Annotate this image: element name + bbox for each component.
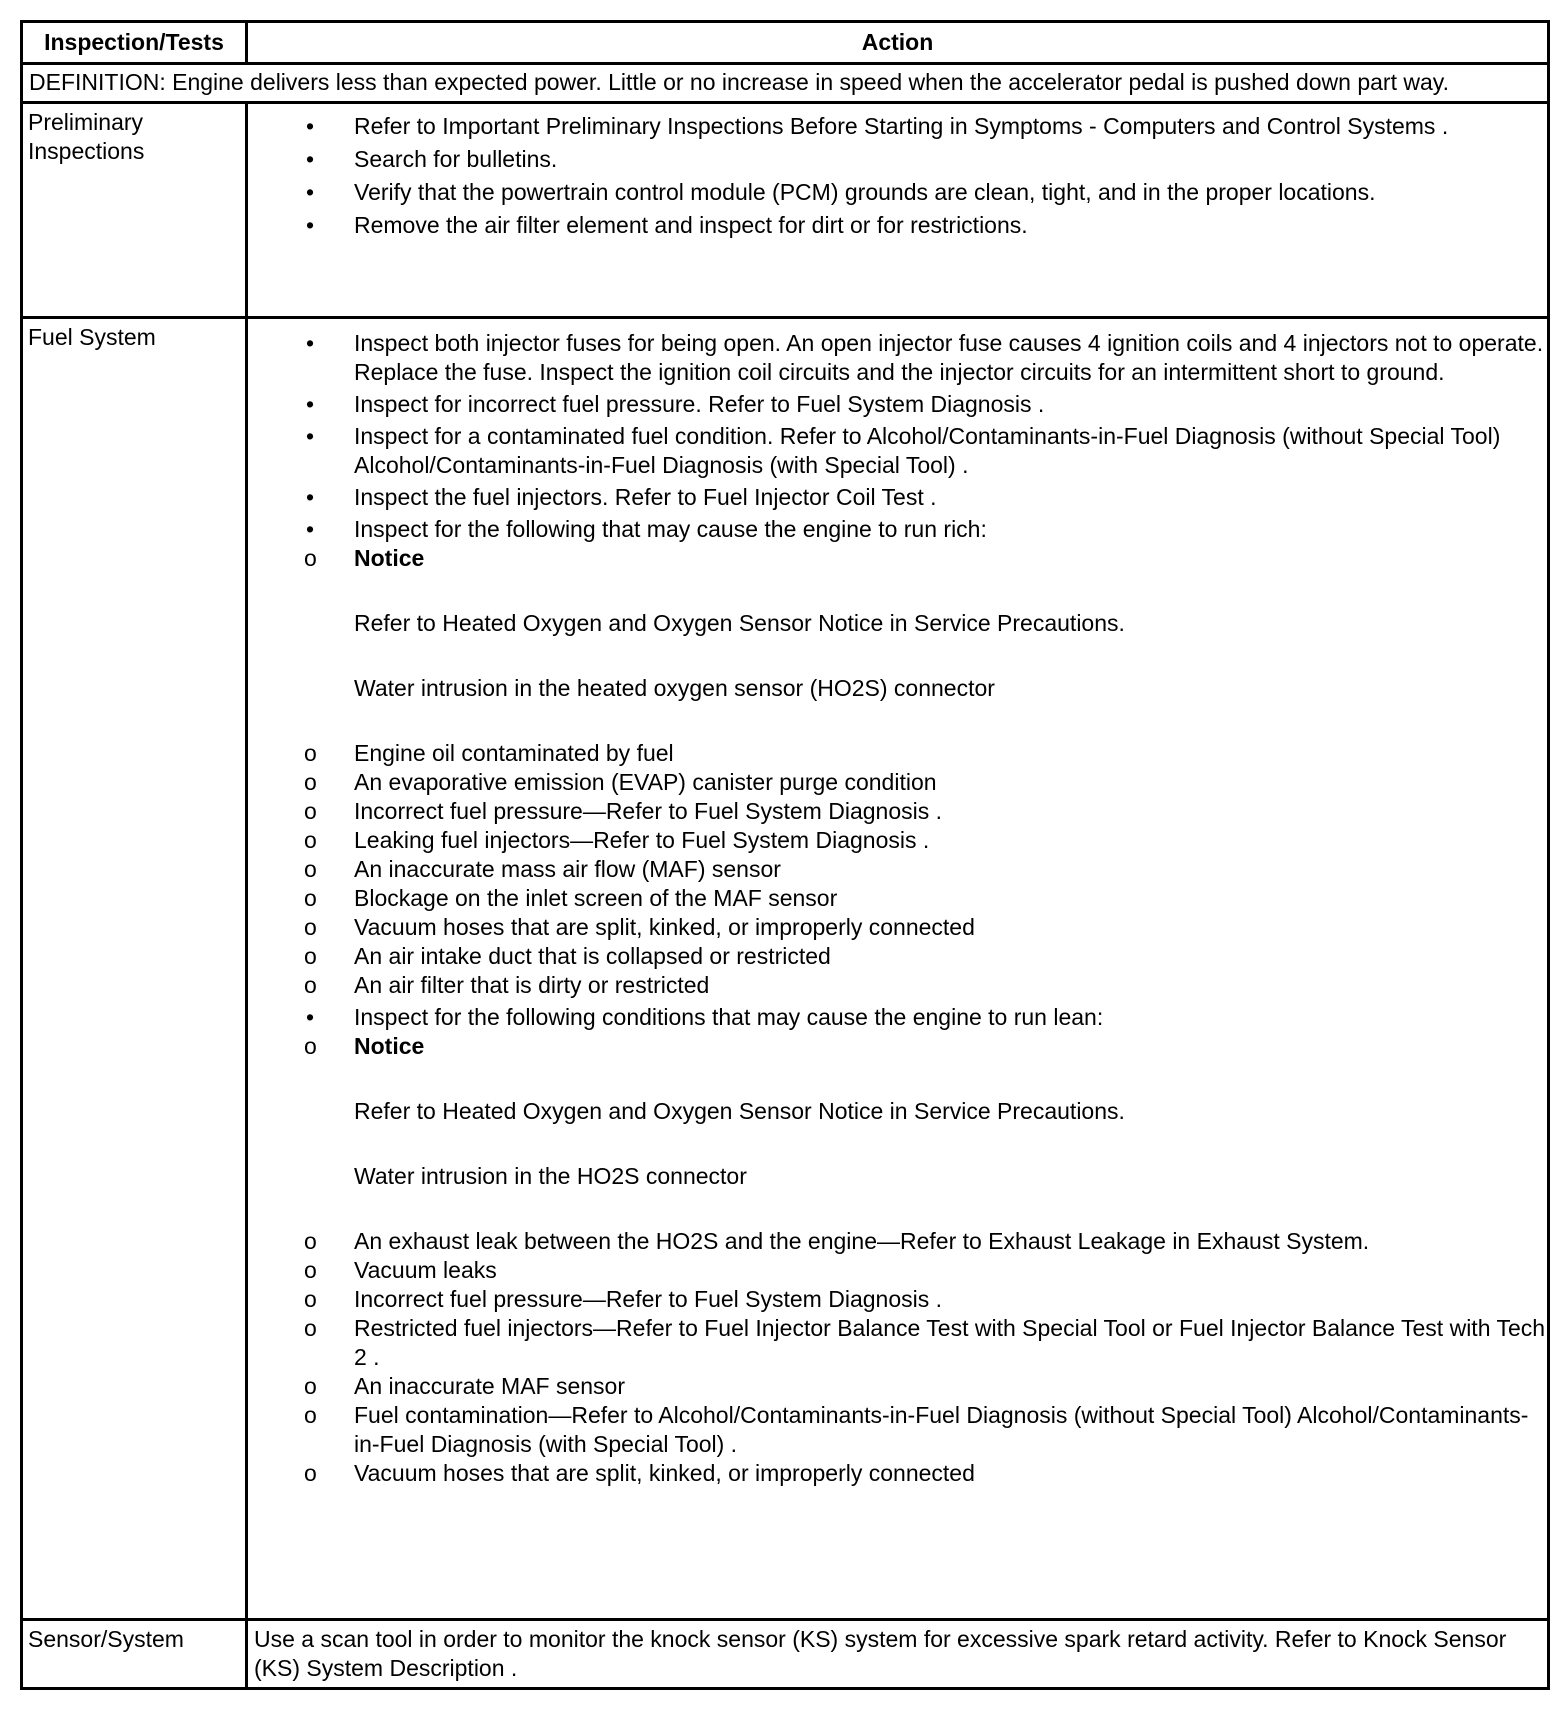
sub-bullet-icon: o bbox=[304, 943, 317, 969]
sub-bullet-icon: o bbox=[304, 827, 317, 853]
notice-item bbox=[254, 544, 1547, 739]
sub-list-item-text: Leaking fuel injectors—Refer to Fuel System Diagnosis . bbox=[354, 827, 930, 853]
notice-item bbox=[254, 1032, 1547, 1227]
bullet-icon: • bbox=[306, 113, 315, 139]
sub-list-item-text: An air filter that is dirty or restricted bbox=[354, 972, 710, 998]
sub-list-item-text: Incorrect fuel pressure—Refer to Fuel System Diagnosis . bbox=[354, 1286, 943, 1312]
list-item bbox=[248, 483, 1547, 512]
sub-list-item bbox=[254, 971, 1547, 1000]
bullet-icon: • bbox=[306, 179, 315, 205]
sub-bullet-icon: o bbox=[304, 1373, 317, 1399]
sub-list-item-text: Incorrect fuel pressure—Refer to Fuel System Diagnosis . bbox=[354, 798, 943, 824]
sub-list-item bbox=[254, 855, 1547, 884]
sub-bullet-icon: o bbox=[304, 545, 317, 571]
definition-text: DEFINITION: Engine delivers less than expected power. Little or no increase in speed when the accelerator pedal is pushed down part way. bbox=[22, 64, 1549, 103]
sub-bullet-icon: o bbox=[304, 1033, 317, 1059]
diagnostic-table bbox=[20, 20, 1550, 1690]
sub-list-item bbox=[254, 913, 1547, 942]
sub-list-item-text: Engine oil contaminated by fuel bbox=[354, 740, 674, 766]
list-item-rich bbox=[248, 515, 1547, 1000]
list-item bbox=[248, 422, 1547, 480]
sub-list-item bbox=[254, 768, 1547, 797]
list-item-lean bbox=[248, 1003, 1547, 1488]
lean-intro: Inspect for the following conditions that may cause the engine to run lean: bbox=[354, 1004, 1104, 1030]
list-item bbox=[248, 145, 1547, 174]
sub-list-item-text: An inaccurate mass air flow (MAF) sensor bbox=[354, 856, 781, 882]
bullet-icon: • bbox=[306, 484, 315, 510]
list-item bbox=[248, 211, 1547, 240]
sub-list-item bbox=[254, 1314, 1547, 1372]
bullet-icon: • bbox=[306, 1004, 315, 1030]
rich-intro: Inspect for the following that may cause the engine to run rich: bbox=[354, 516, 987, 542]
sub-list-item bbox=[254, 884, 1547, 913]
sub-list-item bbox=[254, 739, 1547, 768]
preliminary-label: Preliminary Inspections bbox=[22, 103, 247, 318]
preliminary-row bbox=[22, 103, 1549, 318]
sub-list-item bbox=[254, 1285, 1547, 1314]
notice-detail: Water intrusion in the HO2S connector bbox=[354, 1163, 747, 1189]
list-item bbox=[248, 178, 1547, 207]
sensor-row bbox=[22, 1620, 1549, 1689]
sub-bullet-icon: o bbox=[304, 972, 317, 998]
sub-list-item bbox=[254, 1227, 1547, 1256]
list-item-text: Verify that the powertrain control module (PCM) grounds are clean, tight, and in the proper locations. bbox=[354, 179, 1376, 205]
sub-list-item bbox=[254, 1372, 1547, 1401]
sub-list-item-text: Fuel contamination—Refer to Alcohol/Contaminants-in-Fuel Diagnosis (without Special Tool) Alcohol/Contaminants-in-Fuel Diagnosis (with Special Tool) . bbox=[354, 1402, 1529, 1457]
fuel-system-action bbox=[247, 318, 1549, 1620]
notice-detail: Water intrusion in the heated oxygen sensor (HO2S) connector bbox=[354, 675, 995, 701]
sub-list-item-text: Blockage on the inlet screen of the MAF sensor bbox=[354, 885, 838, 911]
sensor-label: Sensor/System bbox=[22, 1620, 247, 1689]
definition-row bbox=[22, 64, 1549, 103]
notice-body: Refer to Heated Oxygen and Oxygen Sensor Notice in Service Precautions. bbox=[354, 1098, 1125, 1124]
sub-list-item-text: An air intake duct that is collapsed or restricted bbox=[354, 943, 831, 969]
notice-title: Notice bbox=[354, 545, 425, 571]
list-item-text: Inspect for incorrect fuel pressure. Refer to Fuel System Diagnosis . bbox=[354, 391, 1045, 417]
bullet-icon: • bbox=[306, 146, 315, 172]
sub-bullet-icon: o bbox=[304, 885, 317, 911]
sub-list-item bbox=[254, 942, 1547, 971]
list-item-text: Inspect for a contaminated fuel condition. Refer to Alcohol/Contaminants-in-Fuel Diagnosis (without Special Tool) Alcohol/Contaminants-in-Fuel Diagnosis (with Special Tool) . bbox=[354, 423, 1501, 478]
bullet-icon: • bbox=[306, 330, 315, 356]
list-item-text: Refer to Important Preliminary Inspections Before Starting in Symptoms - Computers and Control Systems . bbox=[354, 113, 1449, 139]
sub-list-item bbox=[254, 826, 1547, 855]
list-item bbox=[248, 329, 1547, 387]
list-item bbox=[248, 112, 1547, 141]
sub-bullet-icon: o bbox=[304, 914, 317, 940]
sub-list-item bbox=[254, 797, 1547, 826]
bullet-icon: • bbox=[306, 516, 315, 542]
list-item-text: Inspect both injector fuses for being open. An open injector fuse causes 4 ignition coils and 4 injectors not to operate. Replace the fuse. Inspect the ignition coil circuits and the injector circuits for an intermittent short to ground. bbox=[354, 330, 1544, 385]
sub-list-item-text: An inaccurate MAF sensor bbox=[354, 1373, 626, 1399]
list-item-text: Remove the air filter element and inspect for dirt or for restrictions. bbox=[354, 212, 1028, 238]
fuel-system-label: Fuel System bbox=[22, 318, 247, 1620]
list-item-text: Inspect the fuel injectors. Refer to Fuel Injector Coil Test . bbox=[354, 484, 937, 510]
header-action: Action bbox=[247, 22, 1549, 64]
sub-list-item bbox=[254, 1459, 1547, 1488]
sub-list-item-text: An exhaust leak between the HO2S and the engine—Refer to Exhaust Leakage in Exhaust System. bbox=[354, 1228, 1370, 1254]
header-inspection-tests: Inspection/Tests bbox=[22, 22, 247, 64]
sub-bullet-icon: o bbox=[304, 769, 317, 795]
sub-bullet-icon: o bbox=[304, 798, 317, 824]
sub-bullet-icon: o bbox=[304, 1286, 317, 1312]
list-item bbox=[248, 390, 1547, 419]
notice-body: Refer to Heated Oxygen and Oxygen Sensor Notice in Service Precautions. bbox=[354, 610, 1125, 636]
bullet-icon: • bbox=[306, 423, 315, 449]
sub-bullet-icon: o bbox=[304, 856, 317, 882]
sub-bullet-icon: o bbox=[304, 1315, 317, 1341]
sub-list-item bbox=[254, 1256, 1547, 1285]
sub-bullet-icon: o bbox=[304, 1228, 317, 1254]
bullet-icon: • bbox=[306, 212, 315, 238]
bullet-icon: • bbox=[306, 391, 315, 417]
sub-bullet-icon: o bbox=[304, 1402, 317, 1428]
preliminary-action bbox=[247, 103, 1549, 318]
list-item-text: Search for bulletins. bbox=[354, 146, 558, 172]
sub-list-item-text: An evaporative emission (EVAP) canister purge condition bbox=[354, 769, 937, 795]
sub-list-item-text: Restricted fuel injectors—Refer to Fuel Injector Balance Test with Special Tool or Fuel Injector Balance Test with Tech 2 . bbox=[354, 1315, 1546, 1370]
header-row bbox=[22, 22, 1549, 64]
notice-title: Notice bbox=[354, 1033, 425, 1059]
sub-list-item-text: Vacuum hoses that are split, kinked, or improperly connected bbox=[354, 914, 975, 940]
fuel-system-row bbox=[22, 318, 1549, 1620]
sub-list-item-text: Vacuum hoses that are split, kinked, or improperly connected bbox=[354, 1460, 975, 1486]
sub-bullet-icon: o bbox=[304, 1460, 317, 1486]
sub-bullet-icon: o bbox=[304, 1257, 317, 1283]
sensor-text: Use a scan tool in order to monitor the knock sensor (KS) system for excessive spark retard activity. Refer to Knock Sensor (KS) System Description . bbox=[247, 1620, 1549, 1689]
sub-list-item bbox=[254, 1401, 1547, 1459]
sub-list-item-text: Vacuum leaks bbox=[354, 1257, 497, 1283]
sub-bullet-icon: o bbox=[304, 740, 317, 766]
